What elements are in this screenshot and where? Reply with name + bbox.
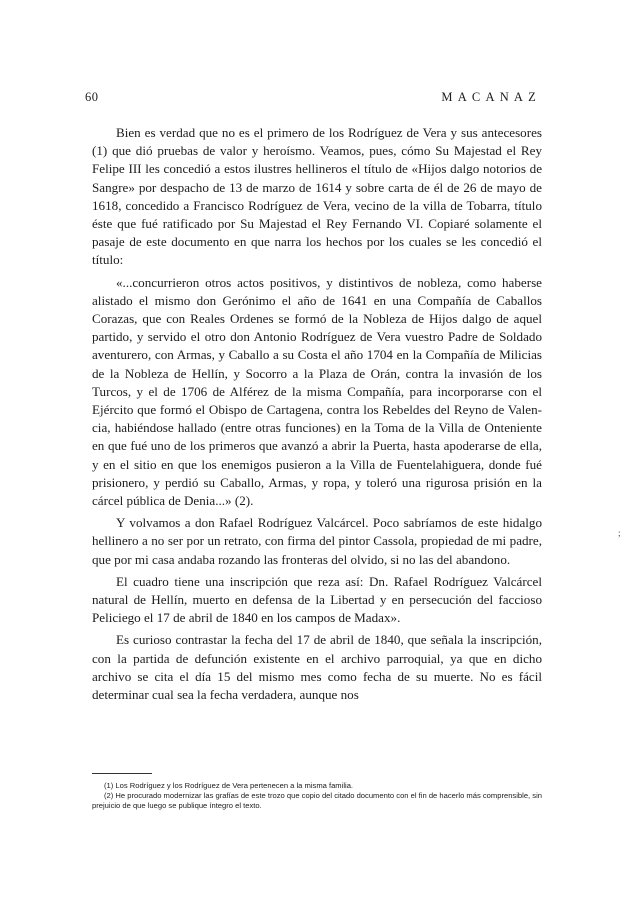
running-header [85,90,541,106]
footnotes [92,781,542,811]
quoted-passage: «...concurrieron otros actos positivos, y distintivos de nobleza, como haberse alistado el mismo don Gerónimo el año de 1641 en una Compañía de Caballos Corazas, que con Reales Ordenes se formó de la Nobleza de Hijos dalgo de aquel partido, y servido el otro don Antonio Rodríguez de Vera vuestro Padre de Soldado aventurero, con Armas, y Caballo a su Costa el año 1704 en la Compañía de Milicias de la Nobleza de Hellín, y Socorro a la Plaza de Orán, contra la invasión de los Turcos, y el de 1706 de Alférez de la misma Compañía, para incorporarse con el Ejército que formó el Obispo de Cartagena, contra los Rebeldes del Reyno de Valencia, habiéndose hallado (entre otras funciones) en la Toma de la Villa de Onteniente en que fué uno de los primeros que avanzó a abrir la Puerta, hasta apoderarse de ella, y en el sitio en que los enemigos pusieron a la Villa de Fuentelahiguera, donde fué prisionero, y perdió su Caballo, Armas, y ropa, y toleró una rigurosa prisión en la cárcel pública de Denia...» (2). [92,274,542,509]
paragraph: Es curioso contrastar la fecha del 17 de abril de 1840, que señala la inscripción, con la partida de defunción existente en el archivo parroquial, ya que en dicho archivo se cita el día 15 del mismo mes como fecha de su muerte. No es fácil determinar cual sea la fecha verdadera, aunque nos [92,632,542,703]
footnote: (2) He procurado modernizar las grafías de este trozo que copio del citado documento con el fin de hacerlo más comprensible, sin prejuicio de que luego se publique íntegro el texto. [92,791,542,810]
running-title: MACANAZ [441,90,541,104]
paragraph: Bien es verdad que no es el primero de los Rodríguez de Vera y sus antecesores (1) que dió pruebas de valor y heroísmo. Veamos, pues, cómo Su Majestad el Rey Felipe III les concedió a estos ilustres hellineros el título de «Hijos dalgo notorios de Sangre» por despacho de 13 de marzo de 1614 y sobre carta de él de 26 de mayo de 1618, concedido a Francisco Rodríguez de Vera, vecino de la villa de Tobarra, título éste que fué ratificado por Su Majestad el Rey Fernando VI. Copiaré solamente el pasaje de este documento en que narra los hechos por los cuales se les concedió el título: [92,125,542,268]
footnote: (1) Los Rodríguez y los Rodríguez de Vera pertenecen a la misma familia. [104,781,354,790]
body-text [92,124,542,708]
footnote-rule [92,773,152,774]
paragraph: Y volvamos a don Rafael Rodríguez Valcárcel. Poco sabríamos de este hidalgo hellinero a no ser por un retrato, con firma del pintor Cassola, propiedad de mi padre, que por mi casa andaba rozando las fronteras del olvido, si no las del abandono. [92,515,542,567]
page-number: 60 [85,90,99,104]
margin-mark: ; [618,528,621,538]
paragraph: El cuadro tiene una inscripción que reza así: Dn. Rafael Rodríguez Valcárcel natural de Hellín, muerto en defensa de la Libertad y en persecución del faccioso Peliciego el 17 de abril de 1840 en los campos de Madax». [92,573,542,626]
